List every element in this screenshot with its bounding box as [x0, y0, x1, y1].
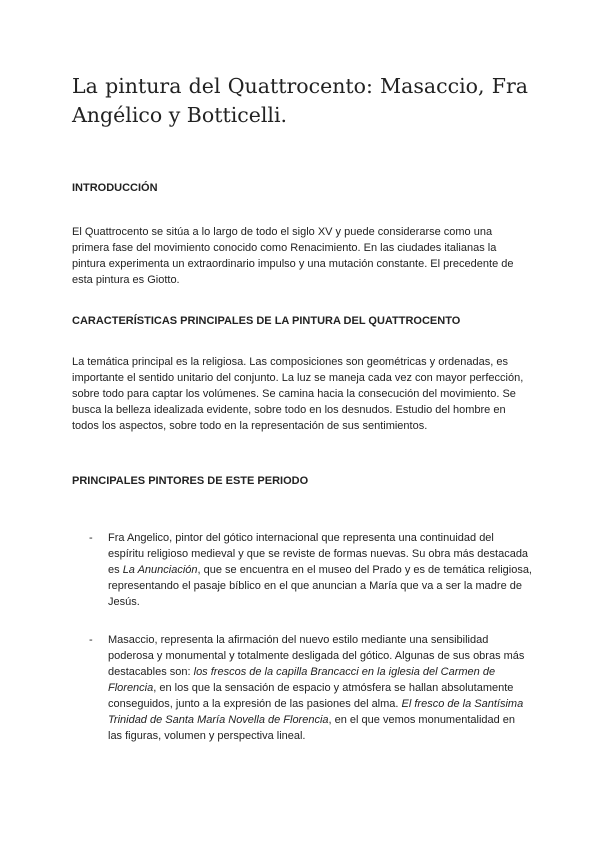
painter-item-masaccio: [89, 632, 532, 744]
bullet-dash: -: [89, 532, 93, 544]
painters-heading: PRINCIPALES PINTORES DE ESTE PERIODO: [72, 475, 309, 487]
text-segment: Fra Angelico, pintor del gótico internacional que representa una continuidad del espíritu religioso medieval y que se reviste de formas nuevas. Su obra más destacada es: [108, 532, 529, 576]
painter-item-text: [108, 632, 532, 744]
bullet-dash: -: [89, 634, 93, 646]
artwork-title: La Anunciación: [122, 564, 198, 576]
features-paragraph: La temática principal es la religiosa. Las composiciones son geométricas y ordenadas, es importante el sentido unitario del conjunto. La luz se maneja cada vez con mayor perfección, sobre todo para captar los volúmenes. Se camina hacia la consecución del movimiento. Se busca la belleza idealizada evidente, sobre todo en los desnudos. Estudio del hombre en todos los aspectos, sobre todo en la representación de sus sentimientos.: [72, 356, 524, 432]
text-segment: , en los que la sensación de espacio y atmósfera se hallan absolutamente conseguidos, junto a la expresión de las pasiones del alma.: [108, 682, 514, 710]
intro-paragraph: El Quattrocento se sitúa a lo largo de todo el siglo XV y puede considerarse como una primera fase del movimiento conocido como Renacimiento. En las ciudades italianas la pintura experimenta un extraordinario impulso y una mutación constante. El precedente de esta pintura es Giotto.: [72, 226, 514, 286]
text-segment: , en el que vemos monumentalidad en las figuras, volumen y perspectiva lineal.: [108, 714, 516, 742]
artwork-title: El fresco de la Santísima Trinidad de Santa María Novella de Florencia: [108, 698, 524, 726]
intro-heading: INTRODUCCIÓN: [72, 182, 158, 194]
painter-item-fra-angelico: [89, 530, 532, 610]
document-title: La pintura del Quattrocento: Masaccio, Fra Angélico y Botticelli.: [72, 74, 528, 127]
text-segment: Masaccio, representa la afirmación del nuevo estilo mediante una sensibilidad poderosa y monumental y totalmente desligada del gótico. Algunas de sus obras más destacables son:: [108, 634, 525, 678]
artwork-title: los frescos de la capilla Brancacci en la iglesia del Carmen de Florencia: [108, 666, 496, 694]
features-heading: CARACTERÍSTICAS PRINCIPALES DE LA PINTURA DEL QUATTROCENTO: [72, 315, 461, 327]
painter-item-text: [108, 530, 532, 610]
text-segment: , que se encuentra en el museo del Prado y es de temática religiosa, representando el pasaje bíblico en el que anuncian a María que va a ser la madre de Jesús.: [108, 564, 532, 608]
